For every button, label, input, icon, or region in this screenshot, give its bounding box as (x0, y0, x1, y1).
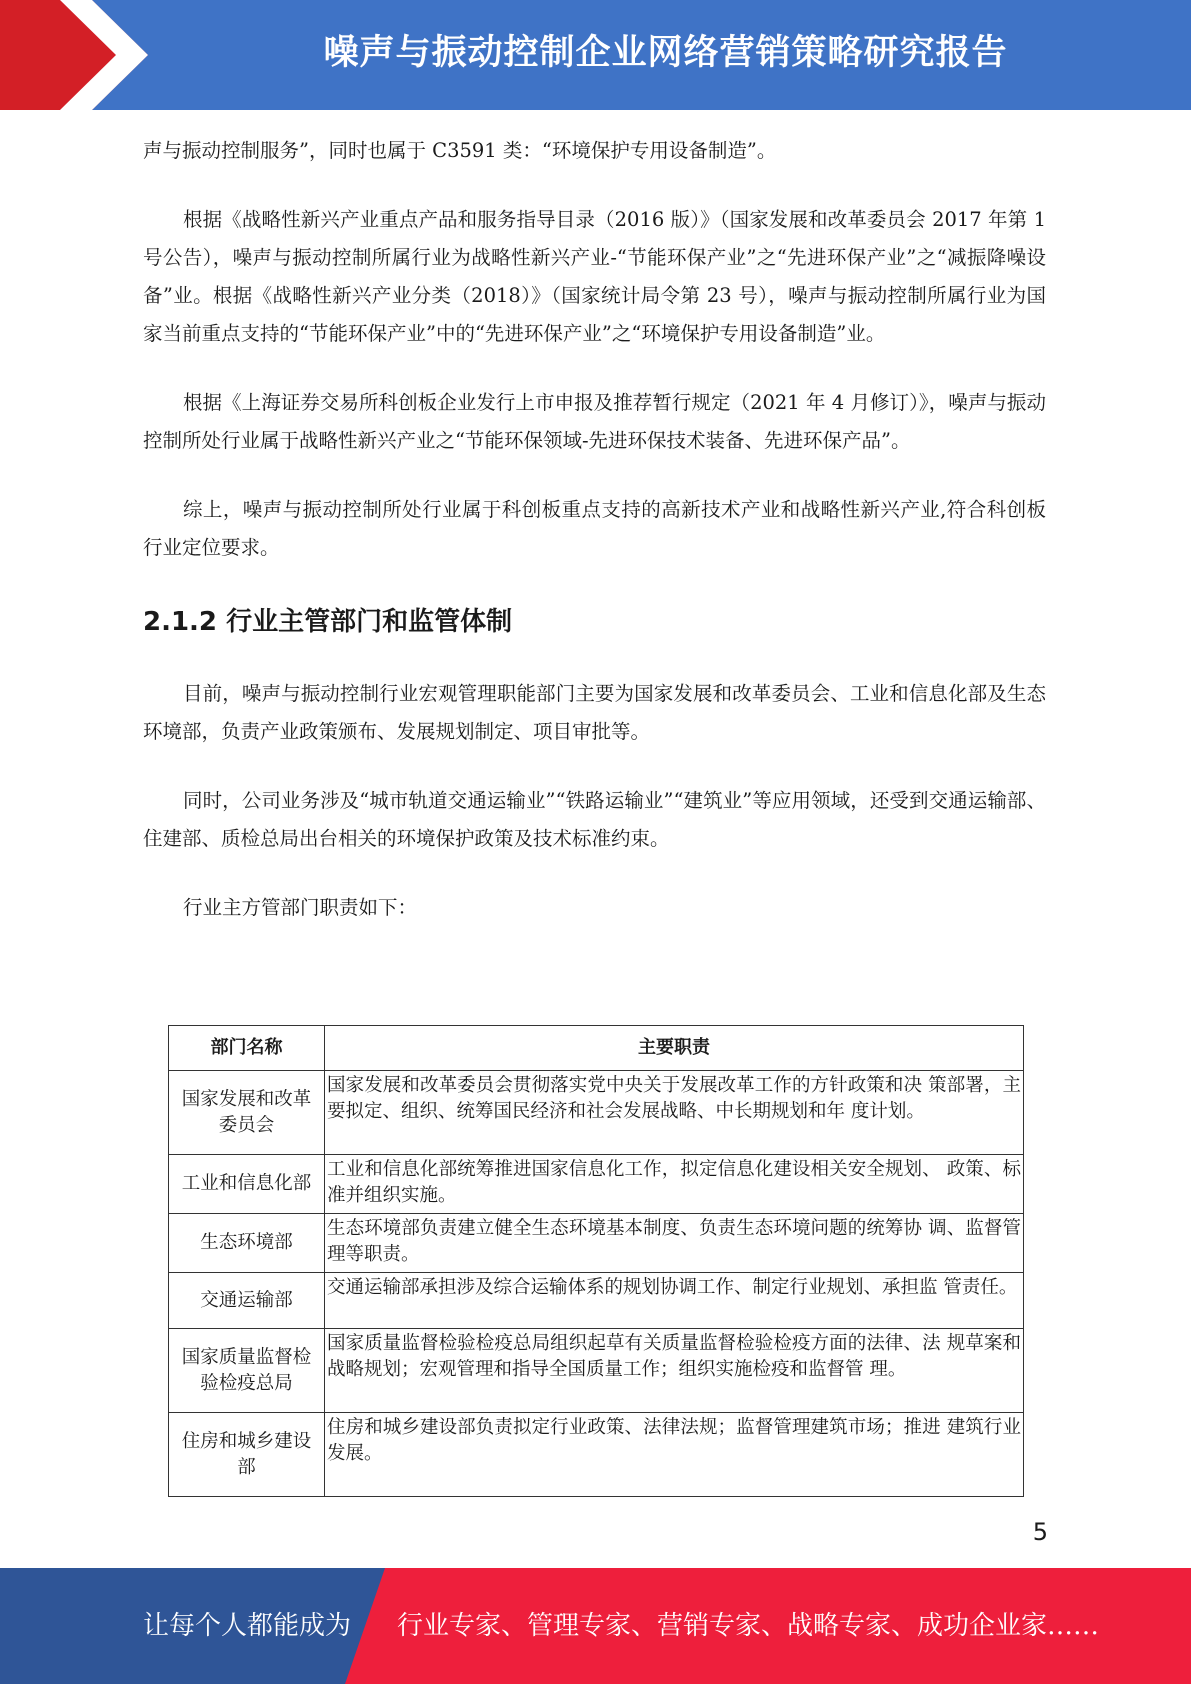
department-name: 住房和城乡建设部 (169, 1413, 325, 1497)
table-row (169, 1155, 1024, 1214)
header-department: 部门名称 (169, 1026, 325, 1071)
table-header-row (169, 1026, 1024, 1071)
department-duty: 交通运输部承担涉及综合运输体系的规划协调工作、制定行业规划、承担监 管责任。 (325, 1273, 1024, 1329)
department-name: 国家发展和改革委员会 (169, 1071, 325, 1155)
section-heading: 2.1.2 行业主管部门和监管体制 (143, 607, 513, 637)
department-name: 工业和信息化部 (169, 1155, 325, 1214)
paragraph-6: 同时，公司业务涉及“城市轨道交通运输业”“铁路运输业”“建筑业”等应用领域，还受到交通运输部、住建部、质检总局出台相关的环境保护政策及技术标准约束。 (143, 789, 1046, 850)
paragraph-7: 行业主方管部门职责如下： (183, 896, 418, 919)
table-row (169, 1214, 1024, 1273)
paragraph-2: 根据《战略性新兴产业重点产品和服务指导目录（2016 版）》（国家发展和改革委员会 2017 年第 1 号公告），噪声与振动控制所属行业为战略性新兴产业-“节能环保产业”之“先进环保产业”之“减振降噪设备”业。根据《战略性新兴产业分类（2018）》（国家统计局令第 23 号），噪声与振动控制所属行业为国家当前重点支持的“节能环保产业”中的“先进环保产业”之“环境保护专用设备制造”业。 (143, 208, 1046, 345)
paragraph-4: 综上，噪声与振动控制所处行业属于科创板重点支持的高新技术产业和战略性新兴产业,符合科创板行业定位要求。 (143, 498, 1046, 559)
footer-slogan-left: 让每个人都能成为 (143, 1611, 352, 1641)
header-duties: 主要职责 (325, 1026, 1024, 1071)
paragraph-3: 根据《上海证券交易所科创板企业发行上市申报及推荐暂行规定（2021 年 4 月修订）》，噪声与振动控制所处行业属于战略性新兴产业之“节能环保领域-先进环保技术装备、先进环保产品”。 (143, 391, 1046, 452)
page-number: 5 (1032, 1518, 1048, 1546)
document-title: 噪声与振动控制企业网络营销策略研究报告 (323, 33, 1008, 73)
department-duty: 国家发展和改革委员会贯彻落实党中央关于发展改革工作的方针政策和决 策部署，主要拟定、组织、统筹国民经济和社会发展战略、中长期规划和年 度计划。 (325, 1071, 1024, 1155)
department-name: 国家质量监督检验检疫总局 (169, 1329, 325, 1413)
department-duty: 生态环境部负责建立健全生态环境基本制度、负责生态环境问题的统筹协 调、监督管理等职责。 (325, 1214, 1024, 1273)
department-duties-table (168, 1025, 1024, 1497)
table-row (169, 1329, 1024, 1413)
department-name: 交通运输部 (169, 1273, 325, 1329)
main-content (143, 132, 1046, 927)
footer-slogan-right: 行业专家、管理专家、营销专家、战略专家、成功企业家…… (397, 1611, 1100, 1641)
department-duty: 工业和信息化部统筹推进国家信息化工作，拟定信息化建设相关安全规划、 政策、标准并组织实施。 (325, 1155, 1024, 1214)
department-duty: 住房和城乡建设部负责拟定行业政策、法律法规；监督管理建筑市场；推进 建筑行业发展。 (325, 1413, 1024, 1497)
table-row (169, 1273, 1024, 1329)
page-footer (0, 1568, 1191, 1684)
page-header (0, 0, 1191, 110)
table-row (169, 1413, 1024, 1497)
paragraph-5: 目前，噪声与振动控制行业宏观管理职能部门主要为国家发展和改革委员会、工业和信息化部及生态环境部，负责产业政策颁布、发展规划制定、项目审批等。 (143, 682, 1046, 743)
table-row (169, 1071, 1024, 1155)
department-duty: 国家质量监督检验检疫总局组织起草有关质量监督检验检疫方面的法律、法 规草案和战略规划；宏观管理和指导全国质量工作；组织实施检疫和监督管 理。 (325, 1329, 1024, 1413)
department-name: 生态环境部 (169, 1214, 325, 1273)
paragraph-1: 声与振动控制服务”，同时也属于 C3591 类：“环境保护专用设备制造”。 (143, 139, 777, 162)
